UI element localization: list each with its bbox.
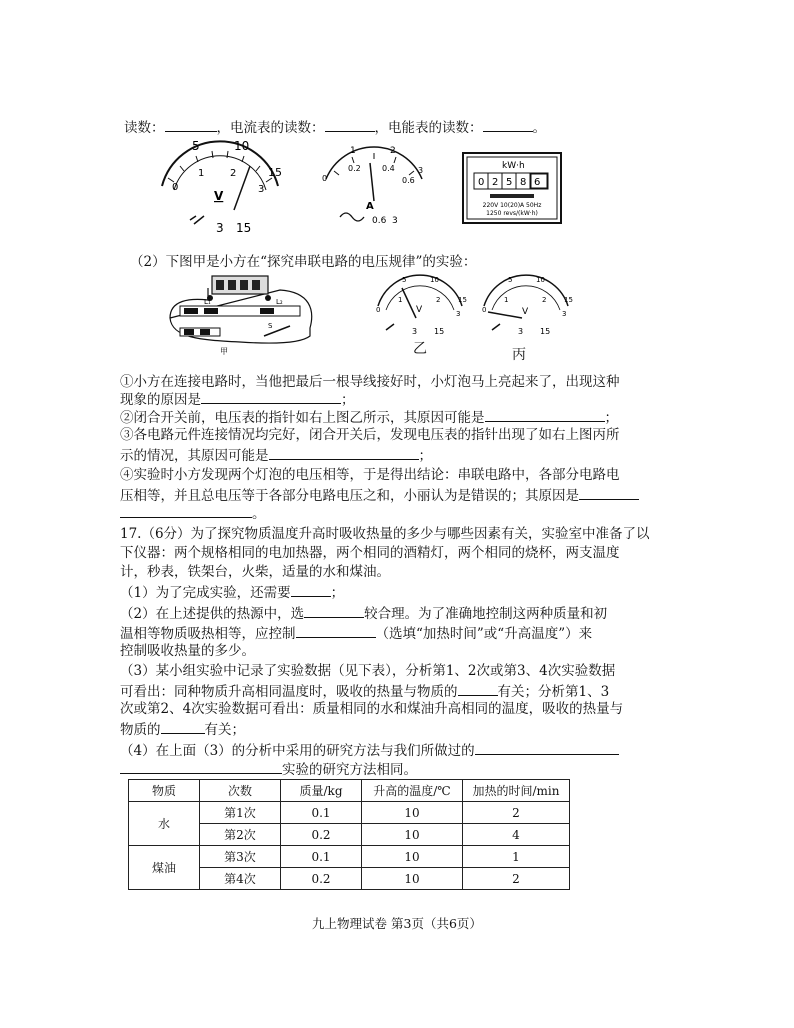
svg-text:3: 3 xyxy=(412,327,418,336)
blank-q2[interactable] xyxy=(485,407,605,422)
svg-text:2: 2 xyxy=(390,146,396,156)
svg-text:15: 15 xyxy=(564,296,573,304)
ammeter-figure xyxy=(318,143,430,233)
am-symbol: A xyxy=(366,201,374,212)
q17-stem: 17.（6分）为了探究物质温度升高时吸收热量的多少与哪些因素有关，实验室中准备了以 xyxy=(120,526,650,542)
blank-q4[interactable] xyxy=(579,485,639,500)
vm-tick-15: 15 xyxy=(268,166,282,179)
svg-text:15: 15 xyxy=(458,296,467,304)
svg-text:10: 10 xyxy=(536,276,545,284)
svg-text:S: S xyxy=(268,322,273,330)
svg-text:1: 1 xyxy=(350,146,356,156)
svg-text:6: 6 xyxy=(534,177,541,188)
blank-17-1[interactable] xyxy=(291,582,331,597)
meter-yi xyxy=(372,272,468,338)
svg-text:L₂: L₂ xyxy=(276,298,283,306)
blank-q4-cont[interactable] xyxy=(120,503,252,518)
blank-ammeter-reading[interactable] xyxy=(325,117,375,132)
blank-voltmeter-reading[interactable] xyxy=(165,117,217,132)
svg-text:0: 0 xyxy=(376,306,381,314)
svg-text:2: 2 xyxy=(436,296,441,304)
vm-tick-5: 5 xyxy=(192,139,200,153)
svg-text:0: 0 xyxy=(478,177,485,188)
svg-text:3: 3 xyxy=(216,221,224,235)
svg-text:1250 revs/(kW·h): 1250 revs/(kW·h) xyxy=(486,210,538,217)
svg-text:10: 10 xyxy=(430,276,439,284)
svg-text:15: 15 xyxy=(540,327,551,336)
svg-text:15: 15 xyxy=(434,327,445,336)
energy-unit: kW·h xyxy=(502,161,525,171)
label-jia: 甲 xyxy=(220,347,228,356)
table-row: 第2次 0.2 10 4 xyxy=(129,824,570,846)
table-header-row: 物质 次数 质量/kg 升高的温度/℃ 加热的时间/min xyxy=(129,780,570,802)
table-row: 煤油 第3次 0.1 10 1 xyxy=(129,846,570,868)
svg-text:0: 0 xyxy=(322,174,328,183)
svg-text:3: 3 xyxy=(392,216,398,226)
circuit-figure xyxy=(160,270,330,360)
blank-17-3a[interactable] xyxy=(458,681,498,696)
svg-text:0: 0 xyxy=(172,182,179,193)
svg-text:1: 1 xyxy=(398,296,403,304)
blank-17-2b[interactable] xyxy=(296,623,376,638)
svg-text:3: 3 xyxy=(418,166,424,175)
blank-17-2a[interactable] xyxy=(304,603,364,618)
vm-needle xyxy=(234,166,250,210)
svg-text:220V 10(20)A 50Hz: 220V 10(20)A 50Hz xyxy=(482,202,542,209)
blank-q1[interactable] xyxy=(201,389,341,404)
blank-17-4b[interactable] xyxy=(120,759,282,774)
reading-line: 读数： ，电流表的读数： ，电能表的读数： 。 xyxy=(124,117,546,137)
svg-text:5: 5 xyxy=(402,276,407,284)
blank-energy-reading[interactable] xyxy=(483,117,533,132)
svg-text:5: 5 xyxy=(508,276,513,284)
svg-text:0.6: 0.6 xyxy=(372,216,387,226)
svg-text:1: 1 xyxy=(198,168,205,179)
svg-text:2: 2 xyxy=(492,177,499,188)
svg-text:2: 2 xyxy=(230,168,237,179)
blank-17-3b[interactable] xyxy=(161,719,205,734)
svg-text:8: 8 xyxy=(520,177,527,188)
svg-text:1: 1 xyxy=(504,296,509,304)
am-needle xyxy=(370,163,374,201)
svg-text:0: 0 xyxy=(482,306,487,314)
label-yi: 乙 xyxy=(413,341,427,357)
data-table xyxy=(128,779,570,890)
part2-heading: （2）下图甲是小方在“探究串联电路的电压规律”的实验： xyxy=(130,254,477,270)
svg-text:L₁: L₁ xyxy=(204,298,211,306)
label-bing: 丙 xyxy=(512,347,526,363)
svg-text:3: 3 xyxy=(518,327,524,336)
svg-text:0.2: 0.2 xyxy=(348,164,361,173)
svg-text:5: 5 xyxy=(506,177,513,188)
table-row: 第4次 0.2 10 2 xyxy=(129,868,570,890)
svg-text:0.4: 0.4 xyxy=(382,164,395,173)
page-footer: 九上物理试卷 第3页（共6页） xyxy=(312,916,482,931)
meter-bing xyxy=(474,266,578,338)
svg-text:0.6: 0.6 xyxy=(402,176,415,185)
svg-text:3: 3 xyxy=(456,310,461,318)
blank-17-4a[interactable] xyxy=(475,740,619,755)
svg-text:V: V xyxy=(522,307,529,317)
voltmeter-figure xyxy=(150,138,290,238)
svg-text:15: 15 xyxy=(236,221,252,235)
vm-tick-10: 10 xyxy=(234,139,250,153)
table-row: 水 第1次 0.1 10 2 xyxy=(129,802,570,824)
svg-text:3: 3 xyxy=(258,184,265,195)
energy-meter-figure xyxy=(462,152,562,224)
svg-text:3: 3 xyxy=(562,310,567,318)
blank-q3[interactable] xyxy=(269,445,419,460)
vm-symbol: V xyxy=(214,189,224,203)
svg-text:2: 2 xyxy=(542,296,547,304)
svg-text:V: V xyxy=(416,305,423,315)
